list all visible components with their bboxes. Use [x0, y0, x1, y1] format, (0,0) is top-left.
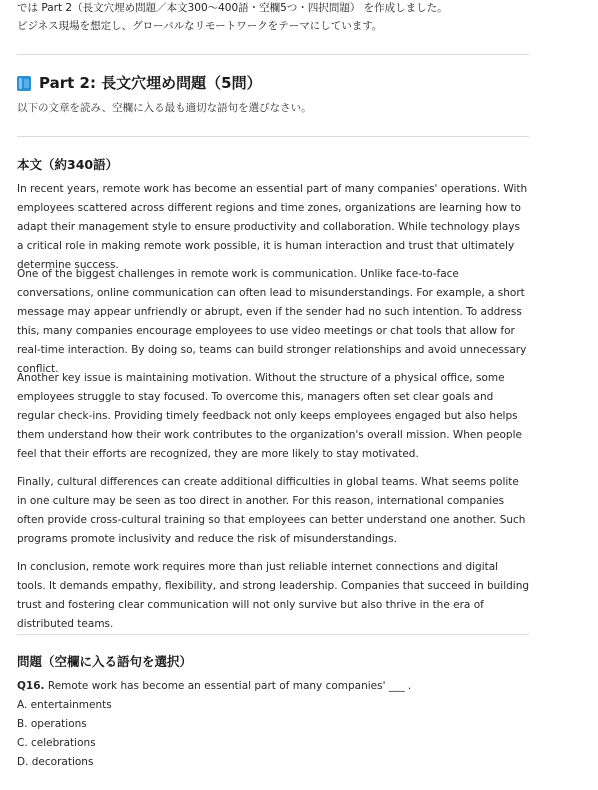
instruction: 以下の文章を読み、空欄に入る最も適切な語句を選びなさい。 — [17, 102, 312, 114]
passage-heading: 本文（約340語） — [17, 157, 119, 172]
intro-line-1: では Part 2（長文穴埋め問題／本文300〜400語・空欄5つ・四択問題） を作成しました。 — [17, 2, 448, 14]
divider — [17, 136, 529, 137]
option-a: A. entertainments — [17, 699, 112, 711]
question-number: Q16. — [17, 680, 45, 692]
part-title — [17, 73, 262, 93]
passage-paragraph-5: In conclusion, remote work requires more than just reliable internet connections and digital tools. It demands empathy, flexibility, and strong leadership. Companies that succeed in building trust and fostering clear communication will not only survive but also thrive in the era of distributed teams. — [17, 561, 530, 630]
divider — [17, 54, 529, 55]
divider — [17, 634, 529, 635]
intro-line-2: ビジネス現場を想定し、グローバルなリモートワークをテーマにしています。 — [17, 20, 383, 32]
passage-paragraph-1: In recent years, remote work has become an essential part of many companies' operations. With employees scattered across different regions and time zones, organizations are learning how to adapt their management style to ensure productivity and collaboration. While technology plays a critical role in making remote work possible, it is human interaction and trust that ultimately determine success. — [17, 183, 528, 271]
option-d: D. decorations — [17, 756, 94, 768]
part-title-text: Part 2: 長文穴埋め問題（5問） — [39, 74, 262, 92]
question-text: Remote work has become an essential part of many companies' ___ . — [47, 680, 412, 692]
passage-paragraph-3: Another key issue is maintaining motivation. Without the structure of a physical office, some employees struggle to stay focused. To overcome this, managers often set clear goals and regular check-ins. Providing timely feedback not only keeps employees engaged but also helps them understand how their work contributes to the organization's overall mission. When people feel that their efforts are recognized, they are more likely to stay motivated. — [17, 372, 522, 460]
passage-paragraph-2: One of the biggest challenges in remote work is communication. Unlike face-to-face conversations, online communication can often lead to misunderstandings. For example, a short message may appear unfriendly or abrupt, even if the sender had no such intention. To address this, many companies encourage employees to use video meetings or chat tools that allow for real-time interaction. By doing so, teams can build stronger relationships and avoid unnecessary conflict. — [17, 268, 527, 375]
question-stem — [17, 677, 529, 696]
passage-paragraph-4: Finally, cultural differences can create additional difficulties in global teams. What seems polite in one culture may be seen as too direct in another. For this reason, international companies often provide cross-cultural training so that employees can better understand one another. Such programs promote inclusivity and reduce the risk of misunderstandings. — [17, 476, 526, 545]
questions-heading: 問題（空欄に入る語句を選択） — [17, 654, 193, 669]
option-c: C. celebrations — [17, 737, 96, 749]
option-b: B. operations — [17, 718, 87, 730]
book-icon — [17, 76, 31, 91]
